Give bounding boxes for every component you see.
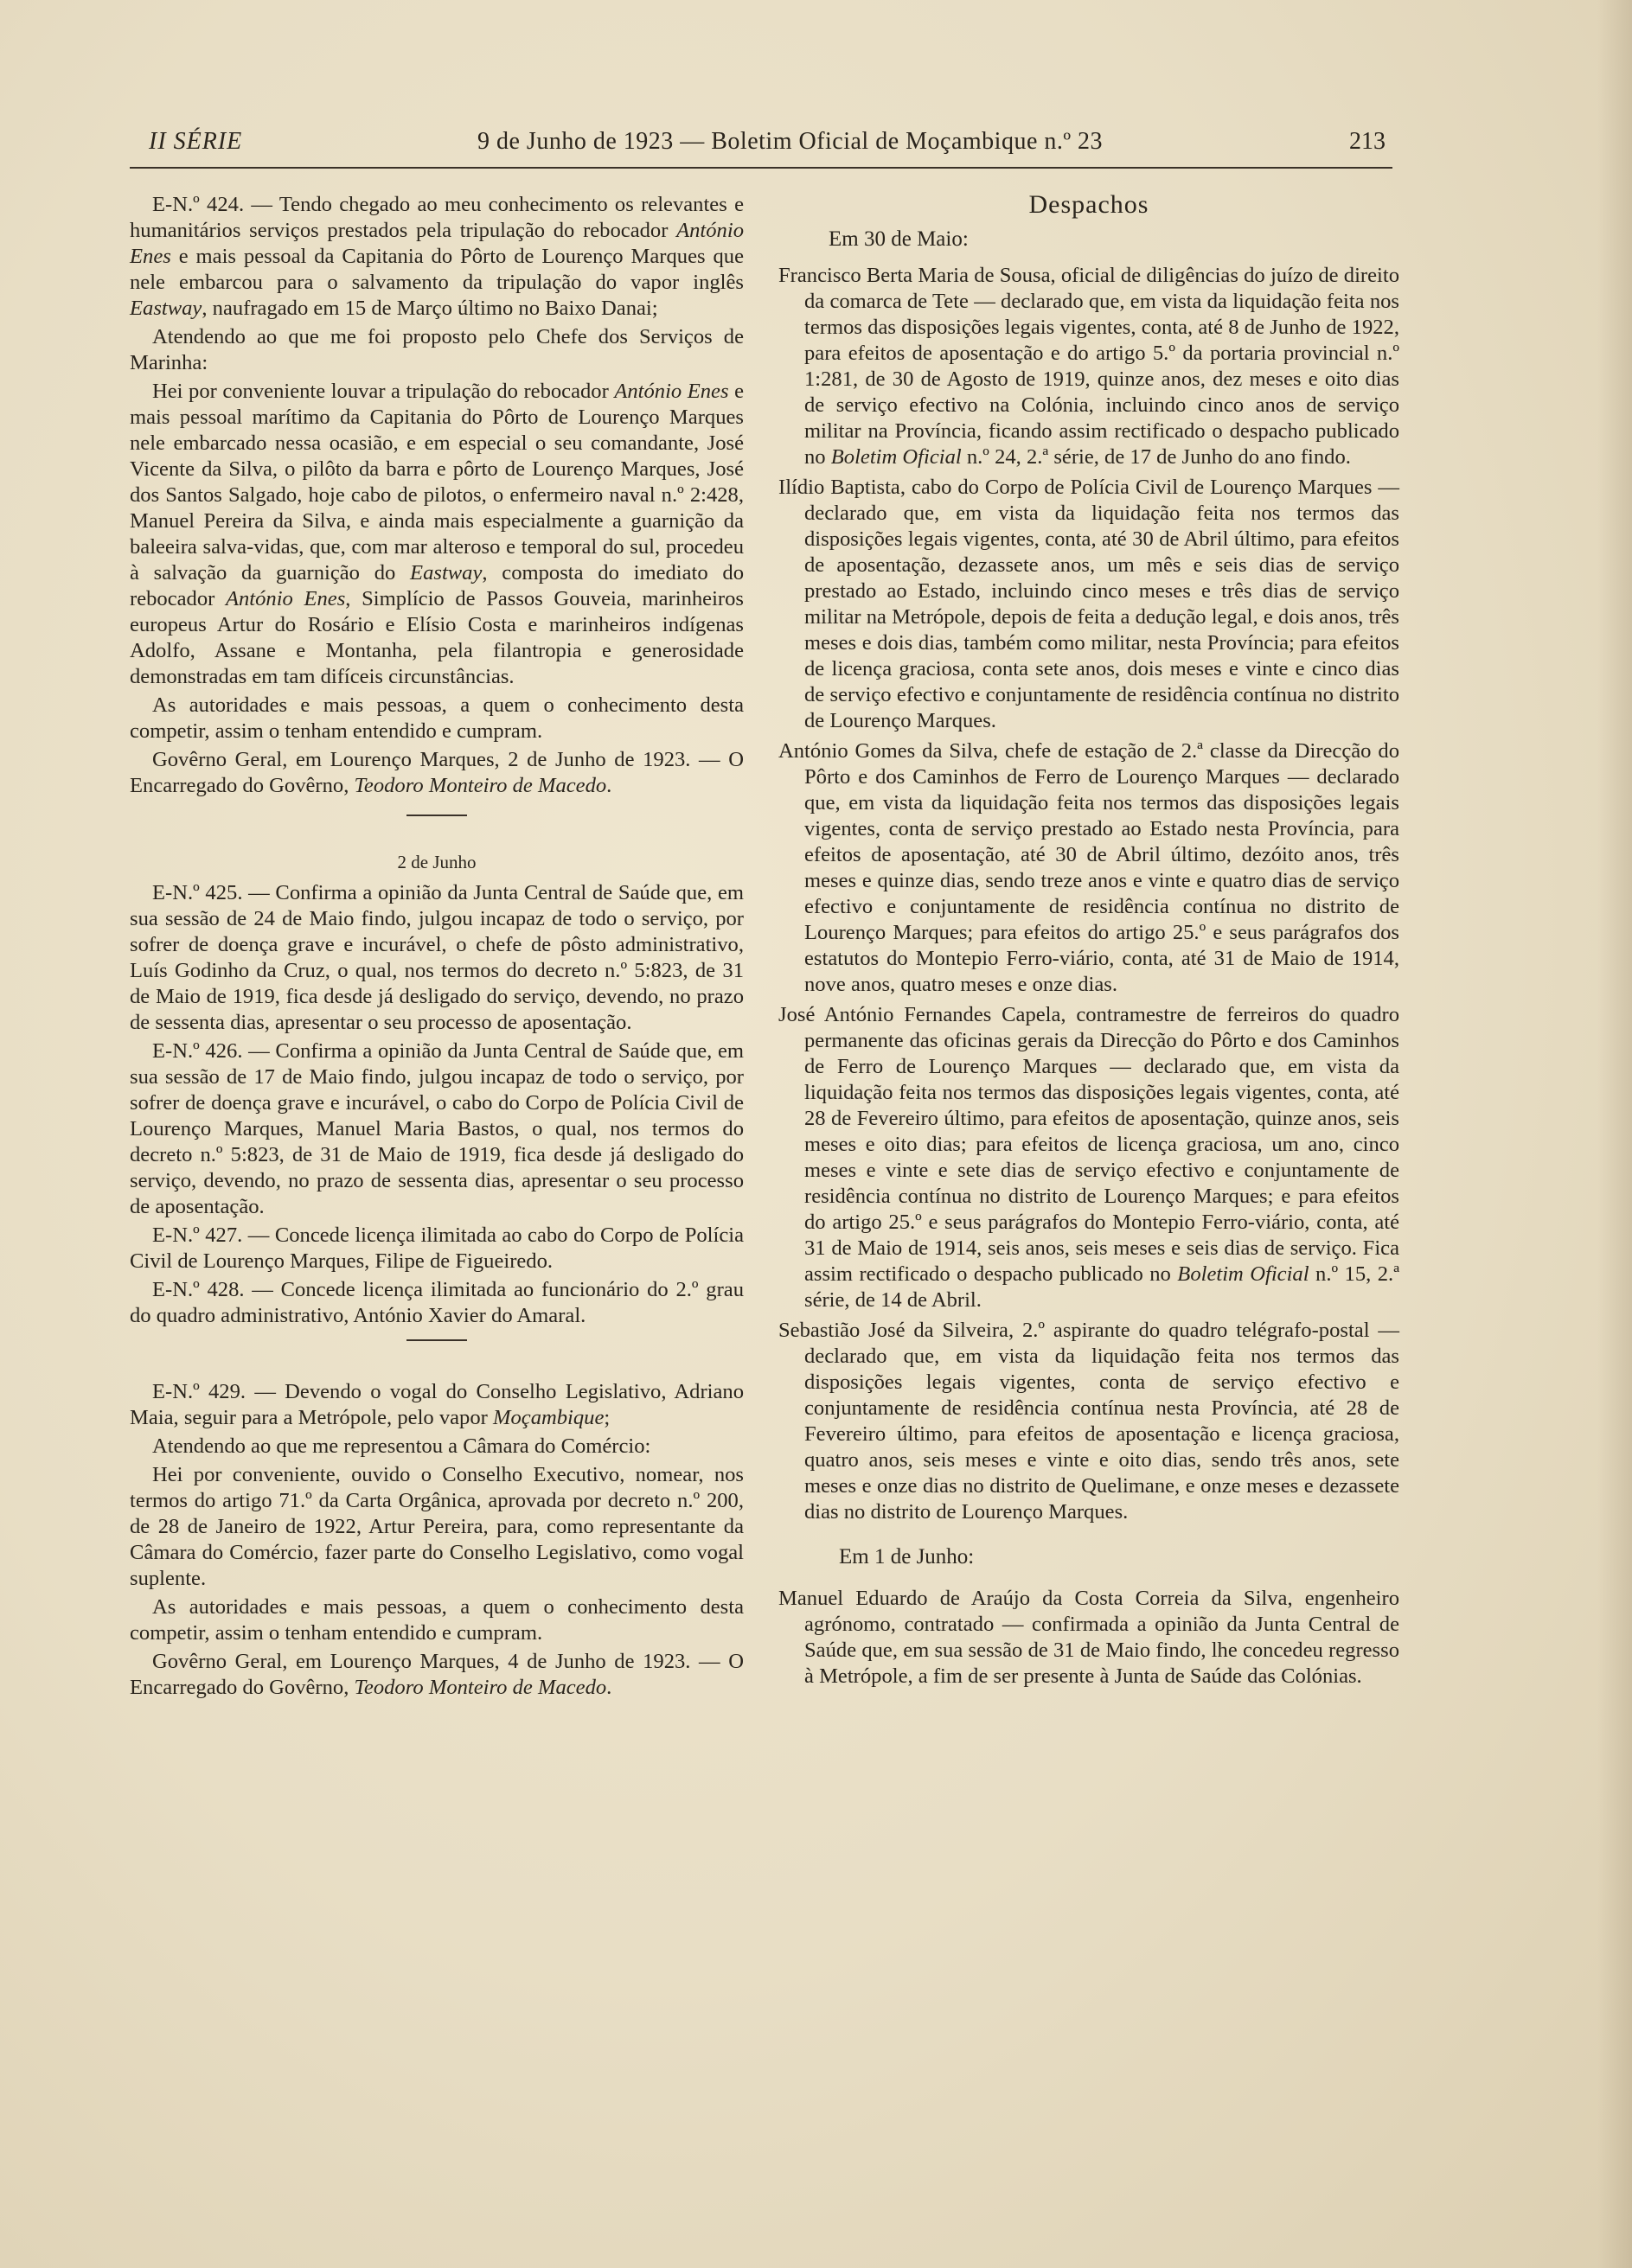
en429-para-2: Atendendo ao que me representou a Câmara do Comércio:: [152, 1434, 651, 1458]
en425-paragraph: E-N.º 425. — Confirma a opinião da Junta Central de Saúde que, em sua sessão de 24 de Maio findo, julgou incapaz de todo o serviço, por sofrer de doença grave e incurável, o chefe de pôsto administrativo, Luís Godinho da Cruz, o qual, nos termos do decreto n.º 5:823, de 31 de Maio de 1919, fica desde já desligado do serviço, devendo, no prazo de sessenta dias, apresentar o seu processo de aposentação.: [130, 881, 744, 1034]
en424-para-4: As autoridades e mais pessoas, a quem o conhecimento desta competir, assim o tenham entendido e cumpram.: [130, 693, 744, 743]
date-30-maio: Em 30 de Maio:: [829, 227, 969, 251]
en424-para-5: Govêrno Geral, em Lourenço Marques, 2 de Junho de 1923. — O Encarregado do Govêrno, Teodoro Monteiro de Macedo.: [130, 748, 744, 797]
section-divider: [406, 815, 467, 816]
left-column: [130, 192, 744, 1703]
en424-para-3: Hei por conveniente louvar a tripulação do rebocador António Enes e mais pessoal marítimo da Capitania do Pôrto de Lourenço Marques nele embarcado nessa ocasião, e em especial o seu comandante, José Vicente da Silva, o pilôto da barra e pôrto de Lourenço Marques, José dos Santos Salgado, hoje cabo de pilotos, o enfermeiro naval n.º 2:428, Manuel Pereira da Silva, e ainda mais especialmente a guarnição da baleeira salva-vidas, que, com mar alteroso e temporal do sul, procedeu à salvação da guarnição do Eastway, composta do imediato do rebocador António Enes, Simplício de Passos Gouveia, marinheiros europeus Artur do Rosário e Elísio Costa e marinheiros indígenas Adolfo, Assane e Montanha, pela filantropia e generosidade demonstradas em tam difíceis circunstâncias.: [130, 380, 744, 688]
despacho-entry: António Gomes da Silva, chefe de estação de 2.ª classe da Direcção do Pôrto e dos Caminhos de Ferro de Lourenço Marques — declarado que, em vista da liquidação feita nos termos das disposições legais vigentes, conta de serviço prestado ao Estado nesta Província, para efeitos de aposentação, até 30 de Abril último, dezóito anos, três meses e quinze dias, sendo treze anos e vinte e quatro dias de serviço efectivo e conjuntamente de residência contínua no distrito de Lourenço Marques; para efeitos do artigo 25.º e seus parágrafos dos estatutos do Montepio Ferro-viário, conta, até 31 de Maio de 1914, nove anos, quatro meses e onze dias.: [778, 739, 1399, 996]
en426-paragraph: E-N.º 426. — Confirma a opinião da Junta Central de Saúde que, em sua sessão de 17 de Maio findo, julgou incapaz de todo o serviço, por sofrer de doença grave e incurável, o cabo do Corpo de Polícia Civil de Lourenço Marques, Manuel Maria Bastos, o qual, nos termos do decreto n.º 5:823, de 31 de Maio de 1919, fica desde já desligado do serviço, devendo, no prazo de sessenta dias, apresentar o seu processo de aposentação.: [130, 1039, 744, 1218]
spacer: [130, 1355, 744, 1379]
en424-para-2: Atendendo ao que me foi proposto pelo Chefe dos Serviços de Marinha:: [130, 325, 744, 374]
en429-para-4: As autoridades e mais pessoas, a quem o conhecimento desta competir, assim o tenham entendido e cumpram.: [130, 1595, 744, 1645]
en427-paragraph: E-N.º 427. — Concede licença ilimitada ao cabo do Corpo de Polícia Civil de Lourenço Marques, Filipe de Figueiredo.: [130, 1223, 744, 1273]
series-label: II SÉRIE: [149, 128, 243, 155]
page-edge-shadow: [1597, 0, 1632, 2268]
date-heading: 2 de Junho: [397, 852, 477, 872]
en424-para-1: E-N.º 424. — Tendo chegado ao meu conhecimento os relevantes e humanitários serviços prestados pela tripulação do rebocador António Enes e mais pessoal da Capitania do Pôrto de Lourenço Marques que nele embarcou para o salvamento da tripulação do vapor inglês Eastway, naufragado em 15 de Março último no Baixo Danai;: [130, 193, 744, 320]
despacho-entry: Sebastião José da Silveira, 2.º aspirante do quadro telégrafo-postal — declarado que, em vista da liquidação feita nos termos das disposições legais vigentes, conta de serviço efectivo e conjuntamente de residência contínua nesta Província, até 28 de Fevereiro último, para efeitos de aposentação e licença graciosa, quatro anos, seis meses e vinte e oito dias, sendo três anos, sete meses e onze dias no distrito de Quelimane, e onze meses e dezassete dias no distrito de Lourenço Marques.: [778, 1319, 1399, 1524]
despacho-entry: José António Fernandes Capela, contramestre de ferreiros do quadro permanente das oficinas gerais da Direcção do Pôrto e dos Caminhos de Ferro de Lourenço Marques — declarado que, em vista da liquidação feita nos termos das disposições legais vigentes, conta, até 28 de Fevereiro último, para efeitos de aposentação, quinze anos, seis meses e oito dias; para efeitos de licença graciosa, um ano, cinco meses e vinte e sete dias de serviço efectivo e conjuntamente de residência contínua no distrito de Lourenço Marques; e para efeitos do artigo 25.º e seus parágrafos do Montepio Ferro-viário, conta, até 31 de Maio de 1914, seis anos, seis meses e seis dias de serviço. Fica assim rectificado o despacho publicado no Boletim Oficial n.º 15, 2.ª série, de 14 de Abril.: [778, 1003, 1399, 1312]
en429-para-1: E-N.º 429. — Devendo o vogal do Conselho Legislativo, Adriano Maia, seguir para a Metrópole, pelo vapor Moçambique;: [130, 1380, 744, 1429]
header-rule: [130, 167, 1392, 169]
en428-paragraph: E-N.º 428. — Concede licença ilimitada ao funcionário do 2.º grau do quadro administrativo, António Xavier do Amaral.: [130, 1278, 744, 1327]
en429-para-5: Govêrno Geral, em Lourenço Marques, 4 de Junho de 1923. — O Encarregado do Govêrno, Teodoro Monteiro de Macedo.: [130, 1650, 744, 1699]
despacho-entry: Francisco Berta Maria de Sousa, oficial de diligências do juízo de direito da comarca de Tete — declarado que, em vista da liquidação feita nos termos das disposições legais vigentes, conta, até 8 de Junho de 1922, para efeitos de aposentação e do artigo 5.º da portaria provincial n.º 1:281, de 30 de Agosto de 1919, quinze anos, dez meses e oito dias de serviço efectivo na Colónia, incluindo cinco anos de serviço militar na Província, ficando assim rectificado o despacho publicado no Boletim Oficial n.º 24, 2.ª série, de 17 de Junho do ano findo.: [778, 264, 1399, 469]
page-number: 213: [1349, 128, 1386, 155]
section-divider: [406, 1339, 467, 1341]
issue-title: 9 de Junho de 1923 — Boletim Oficial de Moçambique n.º 23: [477, 128, 1104, 155]
page-header: [149, 128, 1386, 163]
en429-para-3: Hei por conveniente, ouvido o Conselho Executivo, nomear, nos termos do artigo 71.º da Carta Orgânica, aprovada por decreto n.º 200, de 28 de Janeiro de 1922, Artur Pereira, para, como representante da Câmara do Comércio, fazer parte do Conselho Legislativo, como vogal suplente.: [130, 1463, 744, 1590]
despachos-title: Despachos: [1028, 190, 1149, 219]
date-1-junho: Em 1 de Junho:: [839, 1545, 975, 1568]
right-column: [778, 192, 1399, 1694]
despacho-entry: Manuel Eduardo de Araújo da Costa Correia da Silva, engenheiro agrónomo, contratado — confirmada a opinião da Junta Central de Saúde que, em sua sessão de 31 de Maio findo, lhe concedeu regresso à Metrópole, a fim de ser presente à Junta de Saúde das Colónias.: [778, 1587, 1399, 1688]
despacho-entry: Ilídio Baptista, cabo do Corpo de Polícia Civil de Lourenço Marques — declarado que, em vista da liquidação feita nos termos das disposições legais vigentes, conta, até 30 de Abril último, para efeitos de aposentação, dezassete anos, um mês e seis dias de serviço prestado ao Estado, incluindo cinco meses e três dias de serviço militar na Metrópole, depois de feita a dedução legal, e dois anos, três meses e dois dias, também como militar, nesta Província; para efeitos de licença graciosa, conta sete anos, dois meses e vinte e cinco dias de serviço efectivo e conjuntamente de residência contínua no distrito de Lourenço Marques.: [778, 476, 1399, 732]
